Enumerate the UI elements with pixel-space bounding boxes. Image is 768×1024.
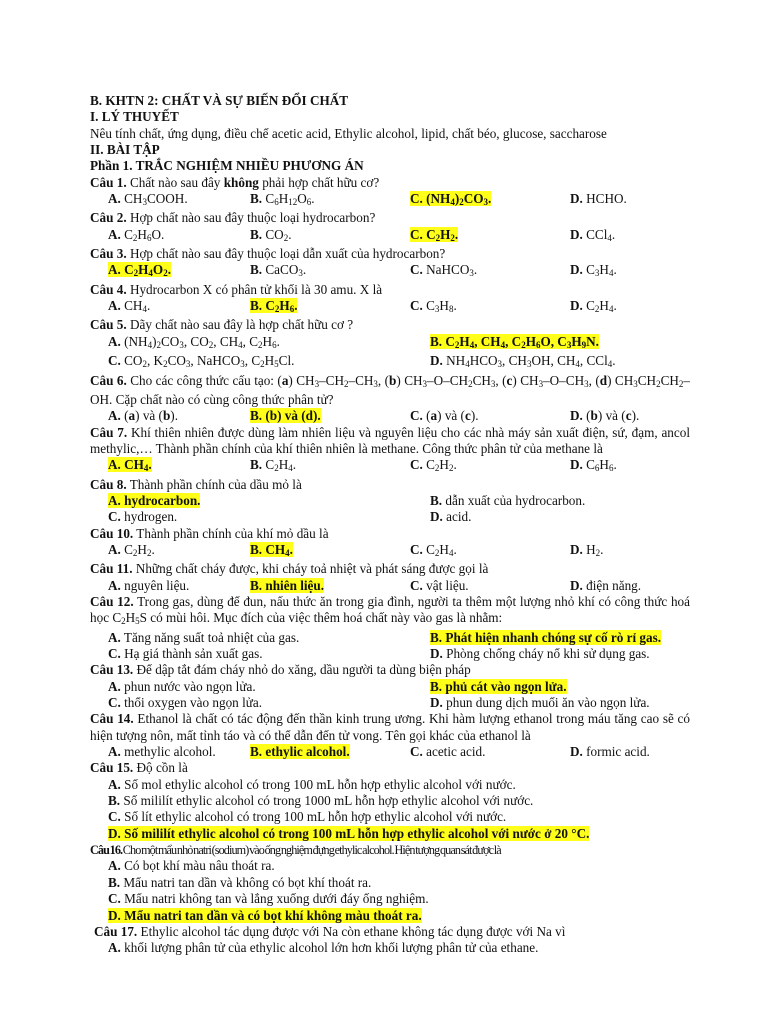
correct-answer-highlight <box>250 578 324 593</box>
answer-option[interactable] <box>108 940 690 956</box>
option-text: acid. <box>442 509 472 525</box>
option-text: Phòng chống cháy nổ khi sử dụng gas. <box>442 646 650 661</box>
answer-option[interactable] <box>430 509 690 525</box>
option-text: vật liệu. <box>422 577 469 593</box>
question-text: Trong gas, dùng để đun, nấu thức ăn trong gia đình, người ta thêm một lượng nhỏ khí có công thức hoá học $C_2H_5S$ có mùi hôi. Mục đích của việc thêm hoá chất này vào gas là nhằm: <box>90 593 690 627</box>
answer-option[interactable] <box>108 891 690 907</box>
option-text: $C_2H_4$, $CH_4$, $C_2H_6O$, $C_3H_9N$. <box>442 333 599 350</box>
answer-option[interactable] <box>430 646 690 662</box>
question-text: Hợp chất nào sau đây thuộc loại dẫn xuất của hydrocarbon? <box>126 246 446 262</box>
answer-option[interactable] <box>90 227 250 246</box>
option-text: $C_2H_6O$. <box>120 226 165 243</box>
options-row <box>90 542 690 561</box>
question-stem <box>90 373 690 409</box>
question-stem <box>90 594 690 630</box>
part1-heading: Phần 1. TRẮC NGHIỆM NHIỀU PHƯƠNG ÁN <box>90 158 364 174</box>
correct-answer-highlight <box>250 298 297 313</box>
question-stem <box>90 924 690 940</box>
question-text: Hydrocarbon X có phân tử khối là 30 amu. X là <box>126 281 383 297</box>
answer-option[interactable] <box>570 191 690 210</box>
answer-option[interactable] <box>90 298 250 317</box>
correct-answer-highlight <box>108 457 152 472</box>
option-text: khối lượng phân tử của ethylic alcohol lớn hơn khối lượng phân tử của ethane. <box>120 940 539 956</box>
question-text: Ethanol là chất có tác động đến thần kinh trung ương. Khi hàm lượng ethanol trong máu tăng cao sẽ có hiện tượng nôn, mất tỉnh táo và có thể dẫn đến tử vong. Tên gọi khác của ethanol là <box>90 711 690 743</box>
option-text: $C_2H_4$. <box>582 298 617 315</box>
option-letter: D. <box>570 262 583 278</box>
option-letter: C. <box>410 408 423 424</box>
answer-option[interactable] <box>108 858 690 874</box>
option-letter: D. <box>430 646 443 661</box>
option-letter: B. <box>250 408 263 424</box>
option-letter: D. <box>570 541 583 557</box>
option-text: $(NH_4)_2CO_3$, $CO_2$, $CH_4$, $C_2H_6$. <box>120 333 280 350</box>
option-letter: A. <box>108 940 121 956</box>
option-text: $C_2H_2$. <box>422 226 459 243</box>
option-text: $C_2H_4$. <box>262 457 297 474</box>
option-letter: B. <box>430 629 443 645</box>
question-text: Cho các công thức cấu tạo: (a) $CH_3-CH_2-CH_3$, (b) $CH_3-O-CH_2CH_3$, (c) $CH_3-O-CH_3$, (d) $CH_3CH_2CH_2-OH$. Cặp chất nào có cùng công thức phân tử? <box>90 372 690 407</box>
question-stem <box>90 561 690 577</box>
question-label: Câu 13. <box>90 662 134 678</box>
question-label: Câu 5. <box>90 317 127 333</box>
option-letter: A. <box>108 577 121 593</box>
question-label: Câu 8. <box>90 476 127 492</box>
option-text: Có bọt khí màu nâu thoát ra. <box>120 858 275 874</box>
answer-option[interactable] <box>570 227 690 246</box>
answer-option[interactable] <box>90 353 430 372</box>
answer-option[interactable] <box>410 262 570 281</box>
option-text: thổi oxygen vào ngọn lửa. <box>120 695 263 711</box>
answer-option[interactable] <box>250 191 410 210</box>
option-letter: C. <box>108 509 121 525</box>
answer-option[interactable] <box>108 793 690 809</box>
option-text: $C_2H_2$. <box>120 541 155 558</box>
question-text: Chất nào sau đây không phải hợp chất hữu cơ? <box>126 174 380 190</box>
theory-heading: I. LÝ THUYẾT <box>90 109 179 125</box>
option-text: $C_2H_4O_2$. <box>120 262 171 279</box>
option-letter: C. <box>410 262 423 278</box>
question-text: Khí thiên nhiên được dùng làm nhiên liệu và nguyên liệu cho các nhà máy sản xuất điện, sứ, đạm, ancol methylic,… Thành phần chính của khí thiên nhiên là methane. Công thức phân tử của methane là <box>90 424 691 456</box>
question-stem <box>90 477 690 493</box>
question-label: Câu 14. <box>90 711 134 727</box>
answer-option[interactable] <box>430 353 690 372</box>
option-letter: A. <box>108 226 121 242</box>
answer-option[interactable] <box>250 457 410 476</box>
option-text: $C_2H_4$. <box>422 541 457 558</box>
question-stem <box>90 317 690 333</box>
option-letter: B. <box>250 744 263 760</box>
option-text: Mẩu natri tan dần và có bọt khí không màu thoát ra. <box>120 907 422 923</box>
answer-option[interactable] <box>430 493 690 509</box>
option-letter: A. <box>108 457 121 473</box>
answer-option[interactable] <box>90 630 430 646</box>
option-text: Số mililít ethylic alcohol có trong 1000 mL hỗn hợp ethylic alcohol với nước. <box>120 793 534 809</box>
option-text: phun nước vào ngọn lửa. <box>120 678 256 694</box>
answer-option[interactable] <box>108 908 690 924</box>
question-text: Độ cồn là <box>133 760 188 776</box>
correct-answer-highlight <box>250 542 293 557</box>
options-row <box>90 334 690 353</box>
option-letter: B. <box>250 262 263 278</box>
option-letter: A. <box>108 492 121 508</box>
answer-option[interactable] <box>570 457 690 476</box>
options-row <box>90 578 690 594</box>
options-row <box>90 793 690 809</box>
answer-option[interactable] <box>108 809 690 825</box>
option-letter: C. <box>108 891 121 907</box>
option-text: $CO_2$. <box>262 226 292 243</box>
option-letter: A. <box>108 678 121 694</box>
question-text: Những chất cháy được, khi cháy toả nhiệt và phát sáng được gọi là <box>132 561 489 577</box>
options-row <box>90 227 690 246</box>
option-letter: B. <box>250 226 263 242</box>
correct-answer-highlight <box>250 744 350 759</box>
correct-answer-highlight <box>410 191 491 206</box>
correct-answer-highlight <box>108 262 171 277</box>
question-stem <box>90 210 690 226</box>
options-row <box>90 679 690 695</box>
option-text: (a) và (b). <box>120 408 178 424</box>
option-text: phun dung dịch muối ăn vào ngọn lửa. <box>442 695 650 711</box>
option-text: phủ cát vào ngọn lửa. <box>442 678 567 694</box>
option-text: $CH_4$. <box>120 457 152 474</box>
question-label: Câu 12. <box>90 593 134 609</box>
option-letter: C. <box>410 226 423 242</box>
correct-answer-highlight <box>430 334 599 349</box>
option-text: NaHCO$_3$. <box>422 262 478 279</box>
correct-answer-highlight <box>410 227 458 242</box>
answer-option[interactable] <box>90 493 430 509</box>
question-stem <box>90 282 690 298</box>
options-row <box>90 262 690 281</box>
options-row <box>90 891 690 907</box>
option-text: Số mililít ethylic alcohol có trong 100 mL hỗn hợp ethylic alcohol với nước ở 20 °C. <box>120 825 590 841</box>
answer-option[interactable] <box>90 457 250 476</box>
option-text: $C_6H_{12}O_6$. <box>262 191 315 208</box>
question-label: Câu 15. <box>90 760 134 776</box>
question-stem <box>90 246 690 262</box>
answer-option[interactable] <box>90 262 250 281</box>
options-row <box>90 826 690 842</box>
option-text: (b) và (d). <box>262 408 321 424</box>
exercise-heading: II. BÀI TẬP <box>90 142 160 158</box>
option-letter: D. <box>430 695 443 711</box>
option-letter: D. <box>570 298 583 314</box>
answer-option[interactable] <box>250 542 410 561</box>
option-text: (b) và (c). <box>582 408 640 424</box>
option-text: Mẩu natri tan dần và không có bọt khí thoát ra. <box>120 874 372 890</box>
correct-answer-highlight <box>250 408 321 423</box>
options-row <box>90 298 690 317</box>
option-letter: A. <box>108 191 121 207</box>
answer-option[interactable] <box>90 744 250 760</box>
document-content <box>90 93 690 957</box>
option-text: $C_3H_8$. <box>422 298 457 315</box>
options-row <box>90 408 690 424</box>
option-letter: A. <box>108 858 121 874</box>
option-letter: A. <box>108 333 121 349</box>
answer-option[interactable] <box>90 646 430 662</box>
answer-option[interactable] <box>250 744 410 760</box>
question-stem <box>90 760 690 776</box>
answer-option[interactable] <box>250 298 410 317</box>
option-letter: B. <box>108 793 121 809</box>
option-text: Mẩu natri không tan và lắng xuống dưới đáy ống nghiệm. <box>120 891 429 907</box>
option-text: $C_2H_6$. <box>262 298 298 315</box>
option-text: $C_6H_6$. <box>582 457 617 474</box>
option-text: $C_3H_4$. <box>582 262 617 279</box>
option-text: điện năng. <box>582 577 642 593</box>
option-text: ethylic alcohol. <box>262 744 350 760</box>
option-letter: A. <box>108 262 121 278</box>
answer-option[interactable] <box>90 191 250 210</box>
option-letter: C. <box>108 646 121 661</box>
option-text: $H_2$. <box>582 541 604 558</box>
option-letter: B. <box>430 492 443 508</box>
question-stem <box>90 425 690 458</box>
answer-option[interactable] <box>90 695 430 711</box>
options-row <box>90 191 690 210</box>
answer-option[interactable] <box>430 695 690 711</box>
option-text: CCl$_4$. <box>582 226 616 243</box>
option-letter: A. <box>108 298 121 314</box>
correct-answer-highlight <box>108 493 200 508</box>
question-stem <box>90 175 690 191</box>
option-letter: D. <box>108 907 121 923</box>
option-text: Phát hiện nhanh chóng sự cố rò rỉ gas. <box>442 629 662 645</box>
answer-option[interactable] <box>570 262 690 281</box>
option-letter: A. <box>108 629 121 645</box>
correct-answer-highlight <box>430 630 661 645</box>
option-letter: A. <box>108 541 121 557</box>
answer-option[interactable] <box>108 875 690 891</box>
question-stem <box>90 711 690 744</box>
question-stem <box>90 842 690 858</box>
option-letter: C. <box>410 541 423 557</box>
option-letter: A. <box>108 408 121 424</box>
answer-option[interactable] <box>410 298 570 317</box>
option-letter: C. <box>410 298 423 314</box>
option-letter: D. <box>570 226 583 242</box>
question-text: Thành phần chính của khí mỏ dầu là <box>133 525 329 541</box>
section-title: B. KHTN 2: CHẤT VÀ SỰ BIẾN ĐỔI CHẤT <box>90 93 349 108</box>
answer-option[interactable] <box>410 227 570 246</box>
answer-option[interactable] <box>570 744 690 760</box>
option-text: (a) và (c). <box>422 408 479 424</box>
question-label: Câu 11. <box>90 561 133 577</box>
option-text: hydrocarbon. <box>120 492 201 508</box>
answer-option[interactable] <box>90 334 430 353</box>
question-label: Câu 16. <box>90 843 123 858</box>
answer-option[interactable] <box>108 826 690 842</box>
option-text: $CH_4$. <box>120 298 151 315</box>
answer-option[interactable] <box>250 262 410 281</box>
options-row <box>90 908 690 924</box>
question-label: Câu 2. <box>90 210 127 226</box>
options-row <box>90 875 690 891</box>
option-letter: C. <box>410 577 423 593</box>
answer-option[interactable] <box>250 408 410 424</box>
question-text: Ethylic alcohol tác dụng được với Na còn ethane không tác dụng được với Na vì <box>137 923 566 939</box>
option-letter: D. <box>108 825 121 841</box>
answer-option[interactable] <box>410 457 570 476</box>
option-letter: D. <box>570 744 583 760</box>
options-row <box>90 493 690 509</box>
question-label: Câu 3. <box>90 246 127 262</box>
option-text: hydrogen. <box>120 509 178 525</box>
answer-option[interactable] <box>410 744 570 760</box>
answer-option[interactable] <box>410 408 570 424</box>
correct-answer-highlight <box>108 908 422 923</box>
option-letter: D. <box>570 408 583 424</box>
option-letter: C. <box>108 353 121 369</box>
answer-option[interactable] <box>430 334 690 353</box>
option-text: $C_2H_2$. <box>422 457 457 474</box>
option-text: $(NH_4)_2CO_3$. <box>422 191 492 208</box>
answer-option[interactable] <box>90 578 250 594</box>
options-row <box>90 630 690 646</box>
answer-option[interactable] <box>108 777 690 793</box>
option-text: methylic alcohol. <box>120 744 216 760</box>
options-row <box>90 777 690 793</box>
answer-option[interactable] <box>570 542 690 561</box>
option-letter: D. <box>570 191 583 207</box>
options-row <box>90 695 690 711</box>
option-letter: C. <box>410 457 423 473</box>
option-text: HCHO. <box>582 191 627 207</box>
option-letter: B. <box>430 678 443 694</box>
option-letter: B. <box>250 577 263 593</box>
option-letter: D. <box>570 577 583 593</box>
question-stem <box>90 526 690 542</box>
theory-text: Nêu tính chất, ứng dụng, điều chế acetic acid, Ethylic alcohol, lipid, chất béo, glucose, saccharose <box>90 125 607 141</box>
option-text: Tăng năng suất toả nhiệt của gas. <box>120 629 300 645</box>
option-text: Số lít ethylic alcohol có trong 100 mL hỗn hợp ethylic alcohol với nước. <box>120 809 507 825</box>
question-label: Câu 10. <box>90 525 134 541</box>
option-text: acetic acid. <box>422 744 486 760</box>
option-letter: B. <box>108 874 121 890</box>
question-label: Câu 6. <box>90 372 127 388</box>
answer-option[interactable] <box>250 227 410 246</box>
option-letter: A. <box>108 744 121 760</box>
option-text: $CO_2$, $K_2CO_3$, NaHCO$_3$, $C_2H_5Cl$. <box>120 353 295 370</box>
answer-option[interactable] <box>570 578 690 594</box>
option-letter: A. <box>108 776 121 792</box>
option-letter: B. <box>250 191 263 207</box>
option-text: $CH_4$. <box>262 541 293 558</box>
question-label: Câu 4. <box>90 281 127 297</box>
answer-option[interactable] <box>90 679 430 695</box>
option-letter: C. <box>108 695 121 711</box>
answer-option[interactable] <box>90 408 250 424</box>
question-stem <box>90 662 690 678</box>
option-letter: B. <box>250 541 263 557</box>
option-text: $CH_3COOH$. <box>120 191 188 208</box>
option-letter: D. <box>430 353 443 369</box>
options-row <box>90 646 690 662</box>
options-row <box>90 509 690 525</box>
option-text: dẫn xuất của hydrocarbon. <box>442 492 586 508</box>
option-text: nguyên liệu. <box>120 577 190 593</box>
option-text: Số mol ethylic alcohol có trong 100 mL hỗn hợp ethylic alcohol với nước. <box>120 776 516 792</box>
answer-option[interactable] <box>430 679 690 695</box>
option-text: Hạ giá thành sản xuất gas. <box>120 646 263 661</box>
options-row <box>90 353 690 372</box>
option-text: nhiên liệu. <box>262 577 325 593</box>
options-row <box>90 744 690 760</box>
correct-answer-highlight <box>430 679 567 694</box>
option-letter: C. <box>410 744 423 760</box>
option-letter: D. <box>570 457 583 473</box>
options-row <box>90 940 690 956</box>
answer-option[interactable] <box>410 191 570 210</box>
option-text: CaCO$_3$. <box>262 262 307 279</box>
option-letter: C. <box>410 191 423 207</box>
question-label: Câu 1. <box>90 174 127 190</box>
question-text: Thành phần chính của dầu mỏ là <box>126 476 302 492</box>
options-row <box>90 809 690 825</box>
answer-option[interactable] <box>410 542 570 561</box>
question-text: Để dập tắt đám cháy nhỏ do xăng, dầu người ta dùng biện pháp <box>133 662 471 678</box>
option-letter: B. <box>250 298 263 314</box>
answer-option[interactable] <box>250 578 410 594</box>
option-letter: B. <box>430 333 443 349</box>
question-list <box>90 175 690 957</box>
question-text: Dãy chất nào sau đây là hợp chất hữu cơ ? <box>126 317 354 333</box>
question-label: Câu 7. <box>90 424 128 440</box>
answer-option[interactable] <box>570 408 690 424</box>
options-row <box>90 858 690 874</box>
option-letter: C. <box>108 809 121 825</box>
answer-option[interactable] <box>570 298 690 317</box>
correct-answer-highlight <box>108 826 589 841</box>
option-letter: D. <box>430 509 443 525</box>
answer-option[interactable] <box>90 509 430 525</box>
question-label: Câu 17. <box>94 923 138 939</box>
question-text: Cho một mẩu nhỏ natri (sodium) vào ống nghiệm đựng ethylic alcohol. Hiện tượng quan sát được là <box>122 843 501 858</box>
answer-option[interactable] <box>430 630 690 646</box>
question-text: Hợp chất nào sau đây thuộc loại hydrocarbon? <box>126 210 376 226</box>
option-text: formic acid. <box>582 744 650 760</box>
answer-option[interactable] <box>90 542 250 561</box>
option-letter: B. <box>250 457 263 473</box>
option-text: $NH_4HCO_3$, $CH_3OH$, $CH_4$, CCl$_4$. <box>442 353 616 370</box>
options-row <box>90 457 690 476</box>
answer-option[interactable] <box>410 578 570 594</box>
